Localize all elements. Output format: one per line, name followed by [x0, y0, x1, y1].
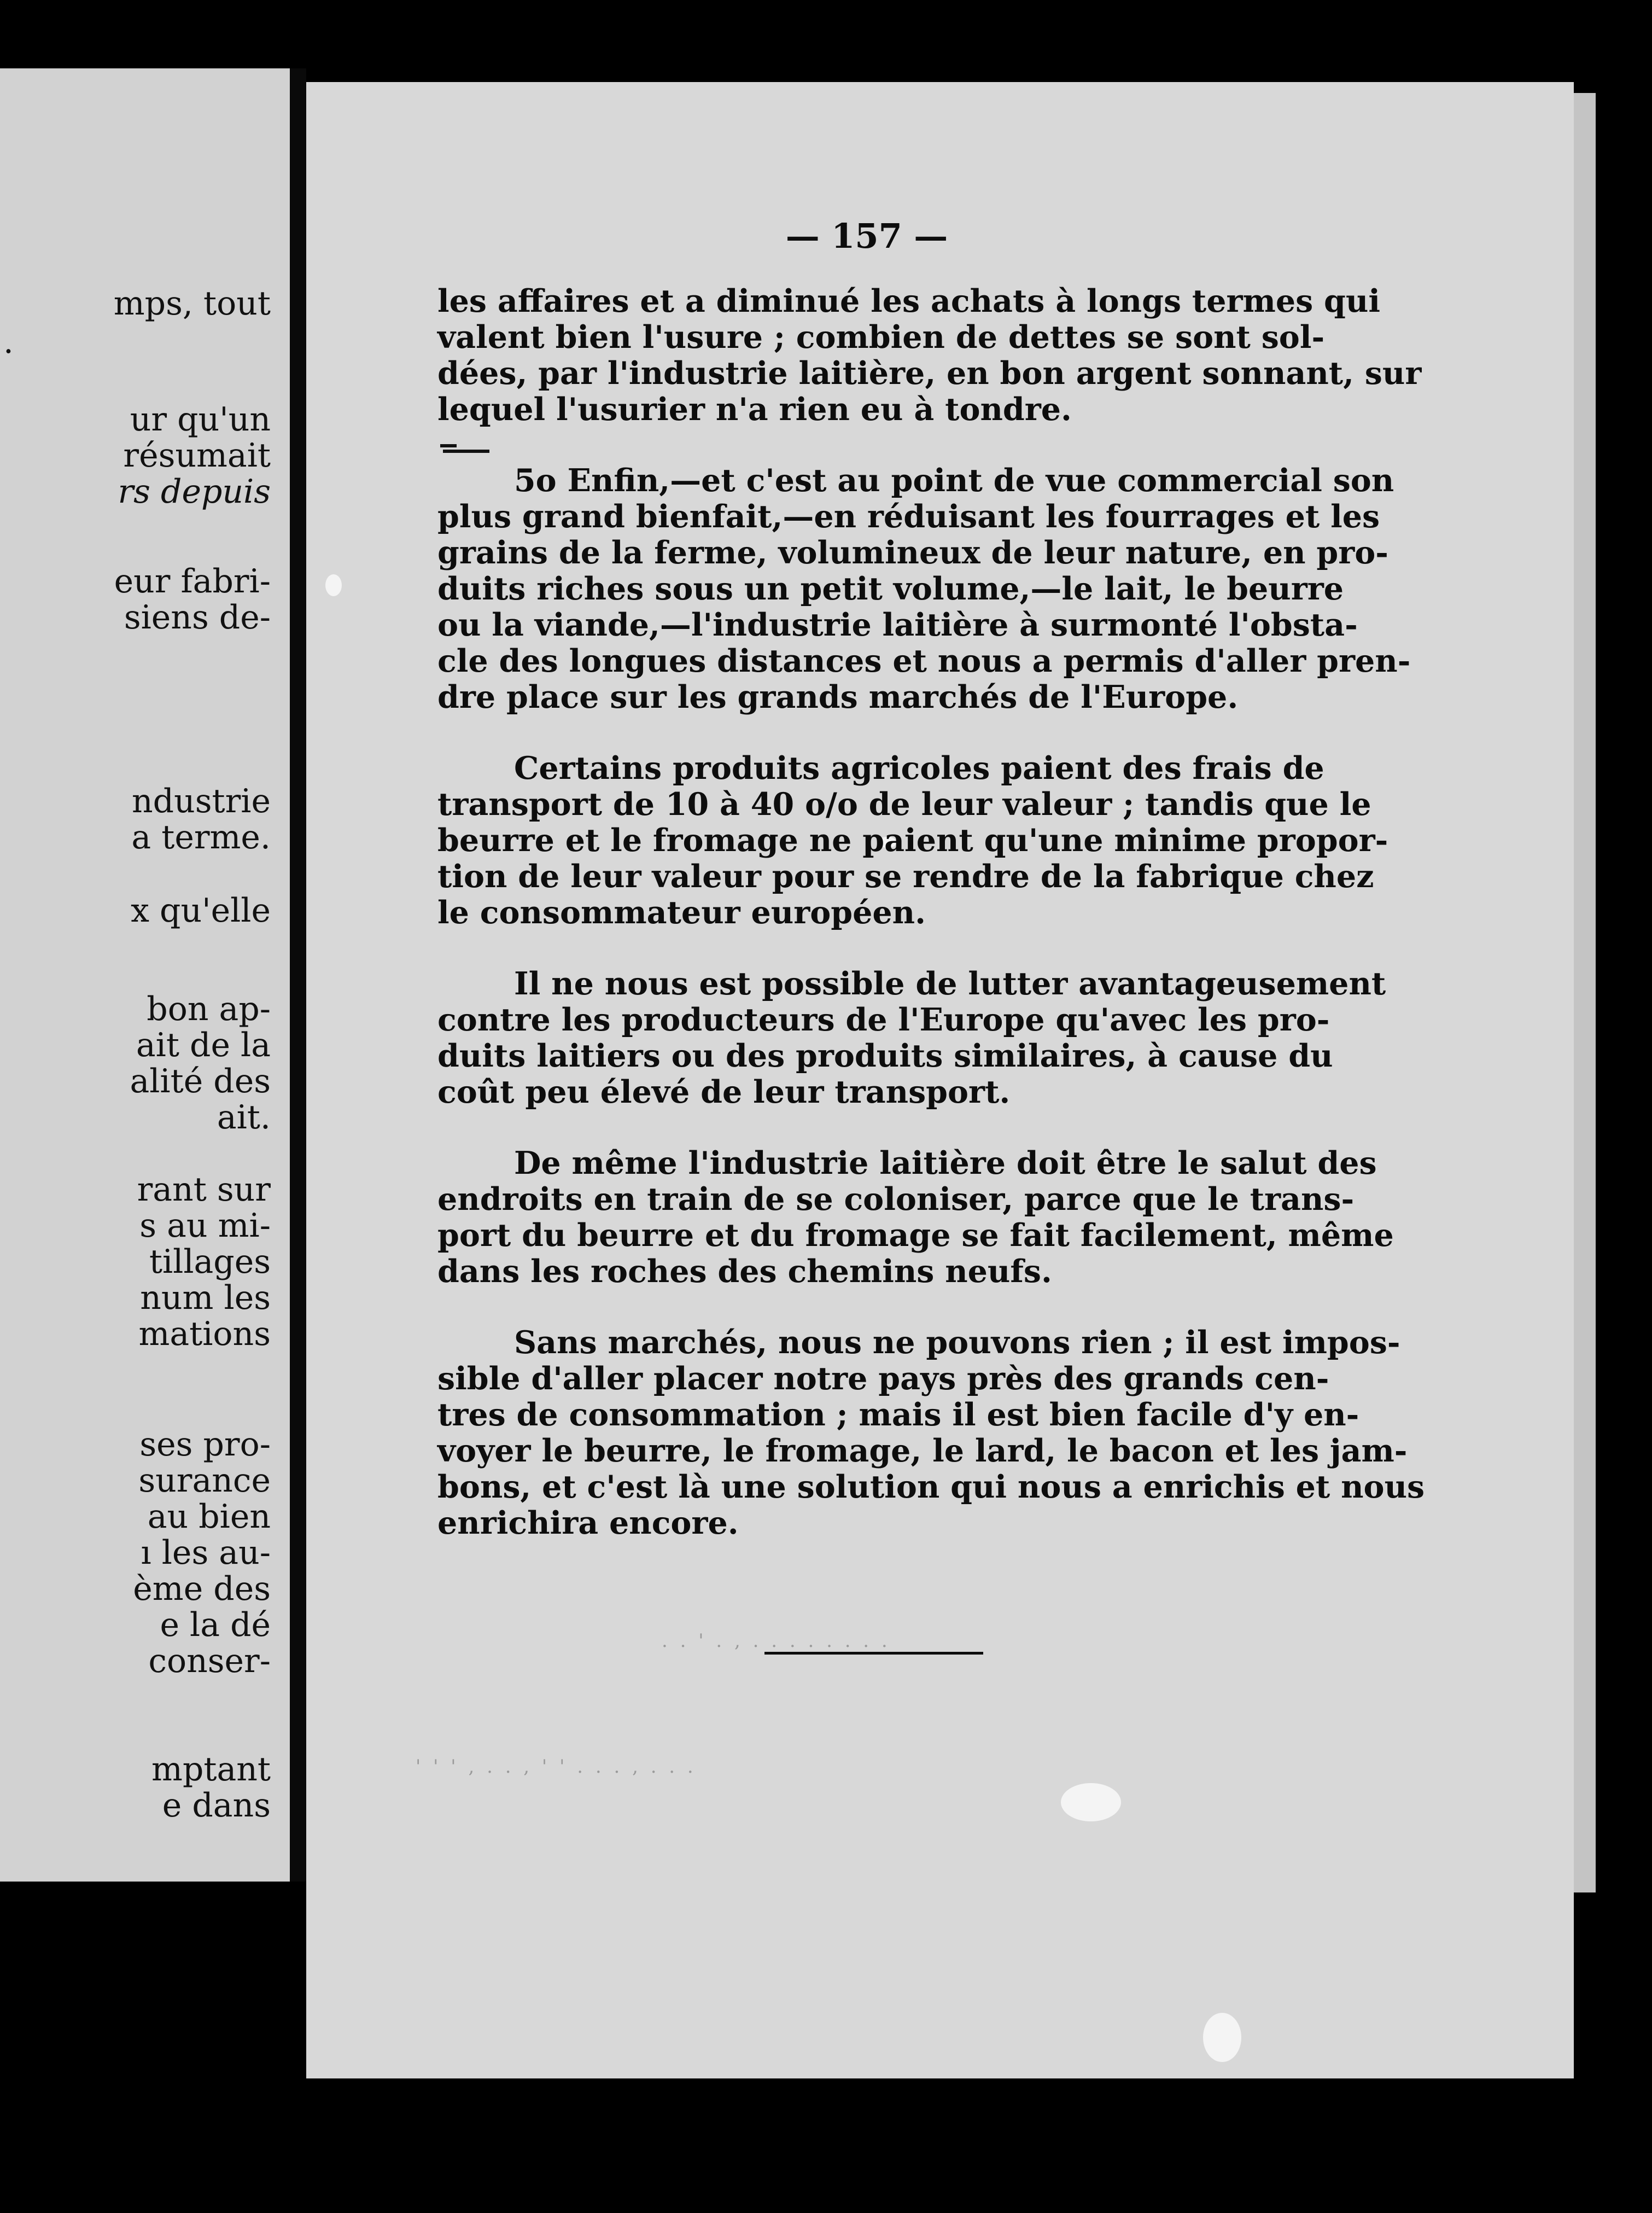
- left-line: ait.: [217, 1098, 271, 1137]
- paragraph: [437, 1324, 1425, 1541]
- left-line: e dans: [162, 1786, 271, 1825]
- left-line: x qu'elle: [131, 892, 271, 930]
- text-line: dans les roches des chemins neufs.: [437, 1253, 1052, 1290]
- text-line: port du beurre et du fromage se fait facilement, même: [437, 1217, 1394, 1254]
- paragraph: [437, 750, 1388, 931]
- text-line: duits laitiers ou des produits similaires, à cause du: [437, 1038, 1333, 1074]
- left-line: surance: [138, 1461, 271, 1500]
- text-line: transport de 10 à 40 o/o de leur valeur ; tandis que le: [437, 786, 1371, 823]
- left-line: siens de-: [124, 598, 271, 637]
- left-line: rs depuis: [118, 473, 271, 511]
- text-line: valent bien l'usure ; combien de dettes se sont sol-: [437, 319, 1325, 356]
- left-line: ait de la: [136, 1026, 271, 1064]
- text-line: enrichira encore.: [437, 1505, 739, 1541]
- left-line: ur qu'un: [130, 400, 271, 439]
- left-line: tillages: [149, 1243, 271, 1281]
- left-line: au bien: [147, 1498, 271, 1536]
- left-line: ı les au-: [141, 1534, 271, 1572]
- left-line: num les: [140, 1279, 271, 1317]
- paper-blemish: [325, 574, 342, 596]
- text-line: tion de leur valeur pour se rendre de la fabrique chez: [437, 858, 1374, 895]
- bleed-through-text: ' ' ' , . . , ' ' . . . , . . .: [416, 1756, 697, 1778]
- left-line: a terme.: [131, 818, 271, 857]
- left-line: mps, tout: [113, 284, 271, 323]
- text-line: grains de la ferme, volumineux de leur nature, en pro-: [437, 534, 1388, 571]
- text-line: ou la viande,—l'industrie laitière à surmonté l'obsta-: [437, 607, 1358, 643]
- text-line: De même l'industrie laitière doit être le salut des: [514, 1145, 1377, 1181]
- paper-blemish: [1203, 2013, 1241, 2062]
- paragraph: [437, 965, 1386, 1110]
- text-line: coût peu élevé de leur transport.: [437, 1074, 1011, 1110]
- text-line: les affaires et a diminué les achats à longs termes qui: [437, 283, 1380, 319]
- left-page-fragment: [0, 68, 290, 1882]
- left-line: ndustrie: [132, 782, 271, 820]
- text-line: Certains produits agricoles paient des frais de: [514, 750, 1324, 787]
- text-line: duits riches sous un petit volume,—le lait, le beurre: [437, 570, 1344, 607]
- paper-blemish: [1061, 1783, 1121, 1821]
- left-line: ses pro-: [139, 1425, 271, 1464]
- paragraph: [437, 462, 1411, 715]
- text-line: contre les producteurs de l'Europe qu'avec les pro-: [437, 1001, 1330, 1038]
- left-line: mptant: [151, 1750, 271, 1789]
- left-line: alité des: [130, 1062, 271, 1100]
- left-line: eur fabri-: [114, 562, 271, 601]
- left-line: conser-: [148, 1642, 271, 1680]
- text-line: le consommateur européen.: [437, 894, 926, 931]
- left-line: rant sur: [137, 1170, 271, 1209]
- bleed-through-text: . . ' . , . . . . . . . .: [662, 1630, 891, 1652]
- text-line: tres de consommation ; mais il est bien facile d'y en-: [437, 1396, 1359, 1433]
- text-line: dre place sur les grands marchés de l'Europe.: [437, 679, 1239, 715]
- paragraph: [437, 283, 1422, 428]
- text-line: dées, par l'industrie laitière, en bon argent sonnant, sur: [437, 355, 1422, 392]
- text-line: voyer le beurre, le fromage, le lard, le bacon et les jam-: [437, 1432, 1408, 1469]
- page-edge: [1574, 93, 1596, 1892]
- left-line: .: [3, 323, 14, 361]
- text-line: endroits en train de se coloniser, parce que le trans-: [437, 1181, 1355, 1218]
- page-number: — 157 —: [785, 216, 948, 256]
- end-rule: [764, 1652, 983, 1655]
- text-line: sible d'aller placer notre pays près des grands cen-: [437, 1360, 1329, 1397]
- left-line: ème des: [133, 1570, 271, 1608]
- text-line: Il ne nous est possible de lutter avantageusement: [514, 965, 1386, 1002]
- text-line: plus grand bienfait,—en réduisant les fourrages et les: [437, 498, 1380, 535]
- left-line: mations: [138, 1315, 271, 1353]
- body-text: [437, 283, 1425, 1541]
- page-gutter: [290, 68, 306, 1882]
- text-line: cle des longues distances et nous a permis d'aller pren-: [437, 643, 1411, 679]
- left-line: résumait: [123, 436, 271, 475]
- text-line: lequel l'usurier n'a rien eu à tondre.: [437, 391, 1072, 428]
- text-line: bons, et c'est là une solution qui nous a enrichis et nous: [437, 1469, 1425, 1505]
- left-line: bon ap-: [147, 990, 271, 1028]
- left-line: s au mi-: [139, 1207, 271, 1245]
- left-line: e la dé: [160, 1606, 271, 1644]
- text-line: Sans marchés, nous ne pouvons rien ; il est impos-: [514, 1324, 1400, 1361]
- text-line: 5o Enfin,—et c'est au point de vue commercial son: [514, 462, 1394, 499]
- text-line: beurre et le fromage ne paient qu'une minime propor-: [437, 822, 1388, 859]
- paragraph: [437, 1145, 1394, 1290]
